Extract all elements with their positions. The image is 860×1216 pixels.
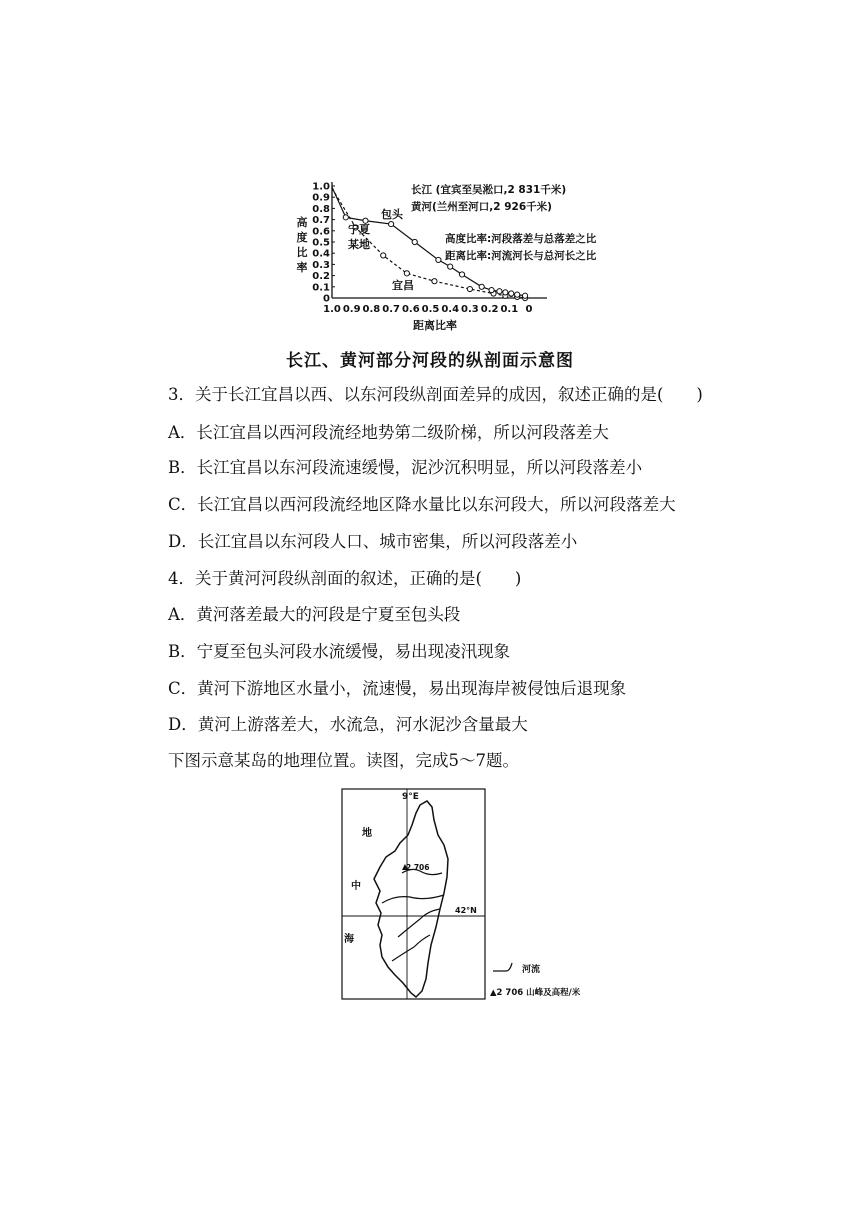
- longitude-label: 9°E: [402, 792, 419, 802]
- huanghe-point: [436, 257, 441, 262]
- y-axis-label: [297, 215, 308, 274]
- river-legend-icon: [493, 963, 512, 971]
- x-tick-label: 0.6: [401, 304, 420, 315]
- y-tick-label: 0.1: [312, 282, 330, 294]
- y-axis-label-char: 率: [296, 261, 308, 274]
- legend-changjiang: 长江 (宜宾至吴淞口,2 831千米): [411, 184, 567, 196]
- huanghe-point: [412, 239, 417, 244]
- question-3-option-d: D．长江宜昌以东河段人口、城市密集，所以河段落差小: [168, 532, 578, 551]
- island-outline: [374, 801, 448, 997]
- y-tick-label: 0.9: [312, 192, 330, 204]
- y-tick-label: 0.3: [312, 259, 330, 271]
- x-tick-label: 0.7: [382, 304, 400, 315]
- changjiang-point: [404, 271, 409, 276]
- river-4: [392, 935, 430, 961]
- x-tick-label: 0.1: [500, 304, 519, 315]
- x-tick-label: 0: [525, 304, 533, 315]
- x-tick-label: 0.9: [342, 304, 361, 315]
- y-axis-label-char: 比: [296, 246, 308, 259]
- huanghe-point: [389, 221, 394, 226]
- y-tick-label: 0.4: [312, 248, 330, 260]
- question-4-option-d: D．黄河上游落差大，水流急，河水泥沙含量最大: [168, 715, 528, 734]
- y-tick-label: 1.0: [312, 181, 330, 193]
- huanghe-point: [515, 292, 520, 297]
- profile-chart: [285, 172, 625, 340]
- y-tick-label: 0.7: [312, 215, 330, 227]
- huanghe-point: [459, 272, 464, 277]
- x-tick-label: 0.2: [480, 304, 499, 315]
- y-tick-label: 0: [323, 293, 330, 305]
- huanghe-point: [479, 284, 484, 289]
- question-4-stem: 4．关于黄河河段纵剖面的叙述，正确的是( ): [168, 569, 522, 588]
- x-axis-label: 距离比率: [413, 319, 457, 332]
- river-legend-label: 河流: [522, 965, 541, 975]
- sea-label-zhong: 中: [351, 881, 361, 892]
- y-tick-label: 0.6: [312, 226, 330, 238]
- latitude-label: 42°N: [455, 906, 477, 915]
- legend-distance-ratio: 距离比率:河流河长与总河长之比: [445, 250, 597, 262]
- huanghe-point: [343, 215, 348, 220]
- annotation-baotou: 包头: [381, 208, 403, 221]
- x-tick-label: 0.5: [421, 304, 440, 315]
- changjiang-point: [381, 253, 386, 258]
- island-map: [340, 787, 590, 1007]
- x-tick-label: 0.8: [362, 304, 381, 315]
- x-tick-label: 0.3: [461, 304, 479, 315]
- huanghe-point: [497, 289, 502, 294]
- y-tick-label: 0.2: [312, 271, 330, 283]
- huanghe-point: [503, 290, 508, 295]
- x-tick-label: 0.4: [441, 304, 460, 315]
- question-3-option-a: A．长江宜昌以西河段流经地势第二级阶梯，所以河段落差大: [168, 423, 609, 442]
- profile-chart-svg: [285, 172, 625, 340]
- y-tick-label: 0.8: [312, 203, 330, 215]
- huanghe-point: [522, 293, 527, 298]
- question-4-option-b: B．宁夏至包头河段水流缓慢，易出现凌汛现象: [168, 642, 511, 661]
- intro-questions-5-7: 下图示意某岛的地理位置。读图，完成5～7题。: [168, 751, 519, 770]
- huanghe-point: [448, 264, 453, 269]
- river-2: [382, 895, 444, 903]
- changjiang-point: [432, 279, 437, 284]
- huanghe-point: [489, 288, 494, 293]
- peak-legend-label: ▲2 706 山峰及高程/米: [490, 988, 581, 998]
- legend-height-ratio: 高度比率:河段落差与总落差之比: [445, 233, 597, 245]
- changjiang-point: [467, 286, 472, 291]
- y-tick-label: 0.5: [312, 237, 330, 249]
- sea-label-di: 地: [362, 828, 372, 839]
- island-map-svg: [340, 787, 590, 1007]
- x-tick-label: 1.0: [323, 304, 341, 315]
- question-4-option-a: A．黄河落差最大的河段是宁夏至包头段: [168, 605, 461, 624]
- y-axis-label-char: 度: [296, 231, 308, 244]
- annotation-yichang: 宜昌: [392, 279, 414, 292]
- question-3-stem: 3．关于长江宜昌以西、以东河段纵剖面差异的成因，叙述正确的是( ): [168, 385, 703, 404]
- y-axis-label-char: 高: [296, 216, 308, 229]
- annotation-ningxia-1: 宁夏: [348, 223, 370, 236]
- peak-elevation-label: 2 706: [406, 863, 430, 872]
- annotation-ningxia-2: 某地: [348, 238, 370, 251]
- question-3-option-b: B．长江宜昌以东河段流速缓慢，泥沙沉积明显，所以河段落差小: [168, 458, 643, 477]
- chart-caption: 长江、黄河部分河段的纵剖面示意图: [286, 351, 574, 371]
- question-4-option-c: C．黄河下游地区水量小，流速慢，易出现海岸被侵蚀后退现象: [168, 679, 627, 698]
- legend-huanghe: 黄河(兰州至河口,2 926千米): [411, 201, 552, 213]
- huanghe-point: [509, 291, 514, 296]
- sea-label-hai: 海: [344, 934, 354, 945]
- question-3-option-c: C．长江宜昌以西河段流经地区降水量比以东河段大，所以河段落差大: [168, 495, 676, 514]
